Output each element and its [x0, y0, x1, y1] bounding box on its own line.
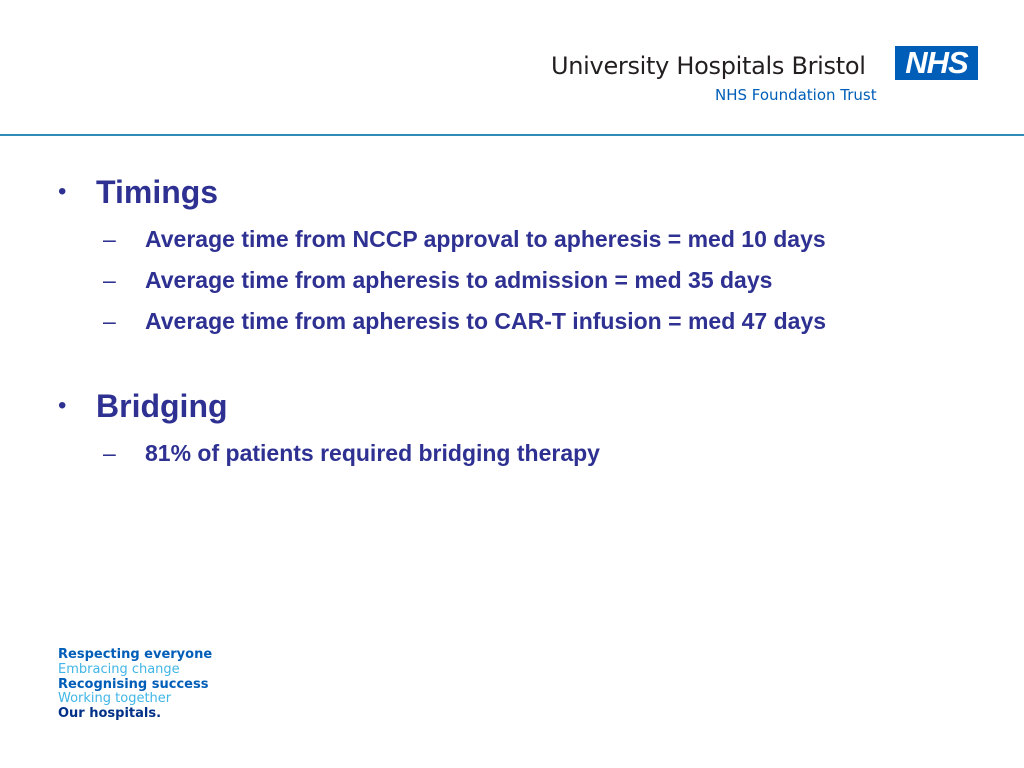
section-title-bridging: • Bridging	[58, 388, 228, 424]
dash-icon: –	[103, 308, 116, 334]
bullet-icon: •	[58, 392, 67, 419]
dash-icon: –	[103, 226, 116, 252]
value-line: Respecting everyone	[58, 647, 213, 662]
slide-header	[0, 0, 1024, 136]
value-line: Our hospitals.	[58, 706, 162, 722]
value-line: Embracing change	[58, 661, 180, 677]
header-divider	[0, 134, 1024, 136]
section-title-timings: • Timings	[58, 174, 219, 210]
list-item: – 81% of patients required bridging therapy	[103, 440, 600, 466]
org-name: University Hospitals Bristol	[551, 52, 866, 80]
dash-icon: –	[103, 267, 116, 293]
bullet-icon: •	[58, 178, 67, 205]
dash-icon: –	[103, 440, 116, 466]
org-subtitle: NHS Foundation Trust	[715, 86, 877, 104]
trust-values	[58, 648, 212, 722]
value-line: Working together	[58, 691, 172, 707]
value-line: Recognising success	[58, 676, 209, 692]
list-item: – Average time from apheresis to admission = med 35 days	[103, 267, 773, 293]
list-item: – Average time from apheresis to CAR-T infusion = med 47 days	[103, 308, 827, 334]
list-item: – Average time from NCCP approval to apheresis = med 10 days	[103, 226, 826, 252]
nhs-logo: NHS	[895, 46, 978, 80]
